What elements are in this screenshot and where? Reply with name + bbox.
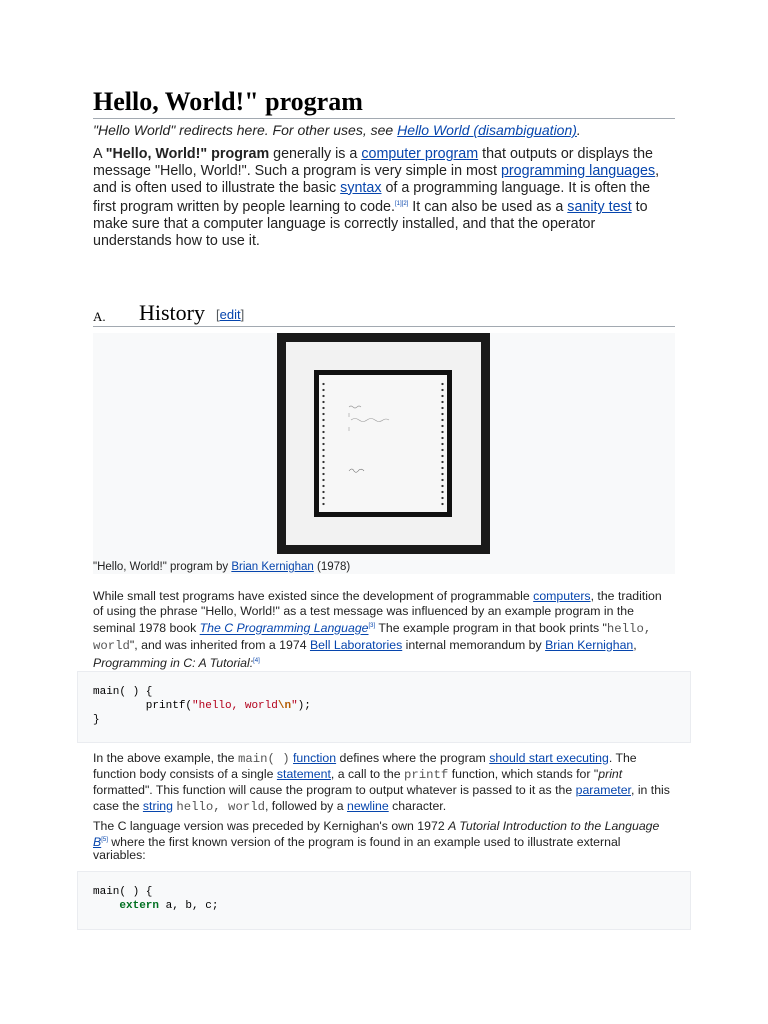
page-title: Hello, World!" program bbox=[93, 86, 675, 119]
hatnote: "Hello World" redirects here. For other uses, see Hello World (disambiguation). bbox=[93, 122, 581, 138]
code-line: } bbox=[93, 714, 100, 726]
c-programming-language-link[interactable]: The C Programming Language bbox=[199, 621, 369, 636]
string-link[interactable]: string bbox=[142, 798, 173, 813]
tutorial-title: A Tutorial Introduction to the Language bbox=[448, 819, 660, 833]
handwriting-drawing bbox=[319, 375, 447, 512]
computer-program-link[interactable]: computer program bbox=[361, 146, 479, 162]
function-link[interactable]: function bbox=[293, 751, 337, 765]
history-paragraph-3: The C language version was preceded by Kernighan's own 1972 A Tutorial Introduction to the Language B[5] where the first known version of the program is found in an example used to illustrate external variables: bbox=[93, 819, 660, 863]
reference-link[interactable]: [5] bbox=[101, 836, 108, 843]
inline-code: main( ) bbox=[237, 752, 290, 766]
hatnote-text: "Hello World" redirects here. For other uses, see bbox=[93, 122, 394, 138]
history-paragraph-2: In the above example, the main( ) function defines where the program should start executing. The function body consists of a single statement, a call to the printf function, which stands for "print formatted". This function will cause the program to output whatever is passed to it as the parameter, in this case the string hello, world, followed by a newline character. bbox=[93, 751, 670, 814]
computers-link[interactable]: computers bbox=[533, 589, 591, 603]
code-block-b bbox=[77, 871, 691, 930]
code-line: main( ) { bbox=[93, 886, 153, 898]
brian-kernighan-link[interactable]: Brian Kernighan bbox=[545, 637, 634, 652]
code-block-c bbox=[77, 671, 691, 743]
signature-scribble bbox=[349, 469, 364, 472]
section-title: History bbox=[139, 300, 205, 325]
sanity-test-link[interactable]: sanity test bbox=[567, 199, 632, 216]
intro-paragraph: A "Hello, World!" program generally is a computer program that outputs or displays the message "Hello, World!". Such a program is very simple in most programming languages, and is often used to illustrate the basic syntax of a programming language. It is often the first program written by people learning to code.[1][2] It can also be used as a sanity test to make sure that a computer language is correctly installed, and that the operator understands how to use it. bbox=[93, 146, 660, 249]
newline-link[interactable]: newline bbox=[347, 798, 389, 813]
inline-code: hello, world bbox=[93, 622, 652, 653]
b-language-link[interactable]: B bbox=[93, 834, 102, 849]
edit-section: [edit] bbox=[216, 307, 245, 322]
reference-link[interactable]: [4] bbox=[253, 657, 260, 664]
code-line: main( ) { bbox=[93, 686, 153, 698]
printout-paper bbox=[319, 375, 447, 512]
inline-code: printf bbox=[404, 768, 449, 783]
bell-laboratories-link[interactable]: Bell Laboratories bbox=[309, 637, 403, 652]
reference-link[interactable]: [1][2] bbox=[394, 201, 409, 208]
reference-link[interactable]: [3] bbox=[368, 623, 376, 630]
figure-caption: "Hello, World!" program by Brian Kernighan (1978) bbox=[93, 561, 351, 573]
programming-languages-link[interactable]: programming languages bbox=[500, 162, 656, 179]
history-heading bbox=[93, 300, 675, 327]
brian-kernighan-link[interactable]: Brian Kernighan bbox=[231, 561, 314, 573]
history-paragraph-1: While small test programs have existed since the development of programmable computers, the tradition of using the phrase "Hello, World!" as a test message was influenced by an example program in the seminal 1978 book The C Programming Language[3] The example program in that book prints "hello, world", and was inherited from a 1974 Bell Laboratories internal memorandum by Brian Kernighan, Programming in C: A Tutorial:[4] bbox=[93, 589, 662, 670]
article-subject: "Hello, World!" program bbox=[105, 146, 270, 162]
inline-code: hello, world bbox=[176, 799, 265, 814]
code-line: extern a, b, c; bbox=[119, 900, 219, 912]
parameter-link[interactable]: parameter bbox=[575, 783, 631, 798]
disambiguation-link[interactable]: Hello World (disambiguation) bbox=[397, 122, 577, 138]
section-number: A. bbox=[93, 309, 106, 324]
entry-point-link[interactable]: should start executing bbox=[489, 751, 609, 765]
syntax-link[interactable]: syntax bbox=[340, 179, 382, 196]
edit-link[interactable]: edit bbox=[219, 307, 241, 322]
code-line: printf("hello, world\n"); bbox=[93, 700, 311, 712]
handwriting-line-1 bbox=[349, 406, 361, 408]
statement-link[interactable]: statement bbox=[276, 767, 331, 782]
handwriting-line-3 bbox=[351, 419, 389, 422]
memo-title: Programming in C: A Tutorial: bbox=[93, 656, 254, 670]
